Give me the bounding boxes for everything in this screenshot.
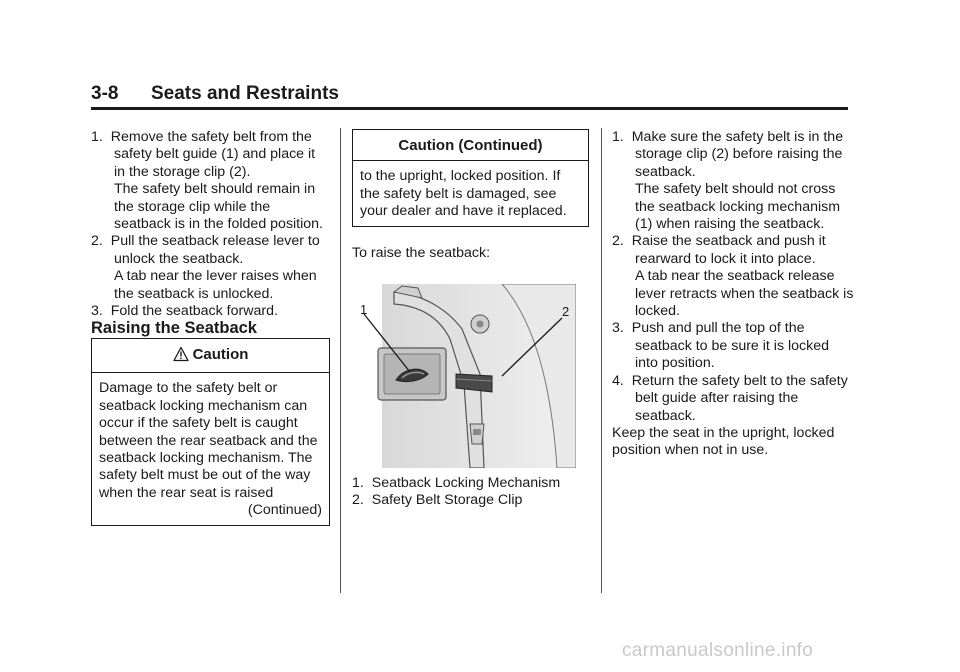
warning-icon — [173, 346, 189, 366]
step-item: 3. Fold the seatback forward. — [91, 303, 278, 320]
step-note: The safety belt should not cross the seatback locking mechanism (1) when raising the seatback. — [635, 181, 841, 233]
caution-title: Caution — [92, 339, 329, 373]
step-note: A tab near the lever raises when the seatback is unlocked. — [114, 268, 317, 302]
step-item: 1. Remove the safety belt from the safety belt guide (1) and place it in the storage clip (2). — [91, 129, 316, 180]
figure-captions — [352, 475, 589, 510]
caution-continued-title: Caution (Continued) — [353, 130, 588, 161]
caution-continued-box — [352, 129, 589, 227]
intro-text: To raise the seatback: — [352, 244, 491, 261]
column-middle — [352, 129, 589, 262]
step-item: 3. Push and pull the top of the seatback to be sure it is locked into position. — [612, 320, 829, 372]
watermark: carmanualsonline.info — [622, 640, 814, 661]
section-heading: Raising the Seatback — [91, 319, 257, 338]
caution-box — [91, 338, 330, 526]
seatback-illustration — [352, 284, 576, 468]
closing-text: Keep the seat in the upright, locked position when not in use. — [612, 424, 835, 459]
caption-item: 1. Seatback Locking Mechanism — [352, 475, 561, 491]
step-note: The safety belt should remain in the storage clip while the seatback is in the folded position. — [114, 181, 324, 233]
caption-item: 2. Safety Belt Storage Clip — [352, 492, 523, 509]
callout-1-label: 1 — [360, 302, 368, 317]
step-item: 2. Raise the seatback and push it rearward to lock it into place. — [612, 233, 826, 267]
section-number: 3-8 — [91, 83, 119, 104]
page-header — [91, 80, 848, 110]
callout-2-label: 2 — [562, 304, 570, 319]
continued-label: (Continued) — [247, 502, 322, 519]
step-item: 1. Make sure the safety belt is in the storage clip (2) before raising the seatback. — [612, 129, 844, 180]
step-item: 4. Return the safety belt to the safety belt guide after raising the seatback. — [612, 372, 848, 424]
caution-continued-text: to the upright, locked position. If the safety belt is damaged, see your dealer and have it replaced. — [360, 168, 567, 220]
step-note: A tab near the seatback release lever retracts when the seatback is locked. — [635, 268, 854, 320]
caution-text: Damage to the safety belt or seatback locking mechanism can occur if the safety belt is caught between the rear seatback and the seatback locking mechanism. The safety belt must be out of the way when the rear seat is raised — [99, 380, 318, 501]
step-item: 2. Pull the seatback release lever to unlock the seatback. — [91, 233, 320, 267]
section-title: Seats and Restraints — [151, 83, 339, 104]
column-right — [612, 129, 854, 460]
column-divider — [601, 128, 602, 593]
column-divider — [340, 128, 341, 593]
column-left — [91, 129, 330, 526]
